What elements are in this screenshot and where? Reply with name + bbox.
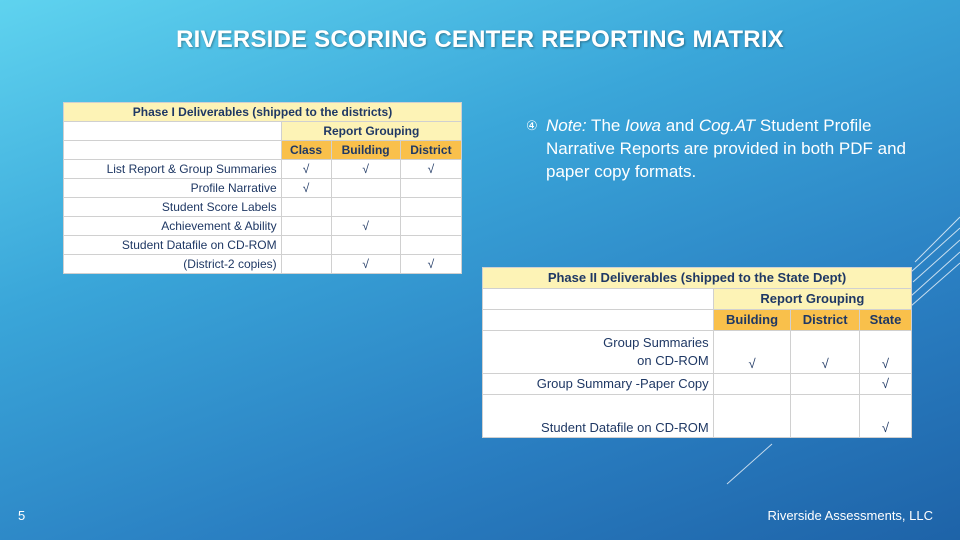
check-mark <box>713 374 791 395</box>
row-label: Student Datafile on CD-ROM <box>483 395 714 438</box>
check-mark: √ <box>859 331 911 374</box>
check-mark <box>400 198 461 217</box>
check-mark: √ <box>859 374 911 395</box>
phase1-table <box>63 102 462 274</box>
phase2-blank-cell <box>483 310 714 331</box>
check-mark <box>791 374 860 395</box>
check-mark <box>400 217 461 236</box>
check-mark: √ <box>859 395 911 438</box>
check-mark <box>400 179 461 198</box>
phase1-col-class: Class <box>281 141 331 160</box>
phase1-group-heading: Report Grouping <box>281 122 461 141</box>
phase2-group-heading: Report Grouping <box>713 289 911 310</box>
phase1-blank-cell <box>64 141 282 160</box>
check-mark <box>400 236 461 255</box>
row-label: List Report & Group Summaries <box>64 160 282 179</box>
note-prefix: Note: <box>546 116 587 135</box>
table-row <box>64 236 462 255</box>
check-mark: √ <box>791 331 860 374</box>
check-mark: √ <box>331 160 400 179</box>
check-mark <box>713 395 791 438</box>
phase2-heading: Phase II Deliverables (shipped to the State Dept) <box>483 268 912 289</box>
check-mark <box>331 236 400 255</box>
phase1-heading: Phase I Deliverables (shipped to the districts) <box>64 103 462 122</box>
row-label: Achievement & Ability <box>64 217 282 236</box>
table-row <box>483 395 912 438</box>
row-label: (District-2 copies) <box>64 255 282 274</box>
phase2-corner-cell <box>483 289 714 310</box>
check-mark: √ <box>400 160 461 179</box>
check-mark <box>791 395 860 438</box>
row-label: Group Summaries on CD-ROM <box>483 331 714 374</box>
note-text: ④ Note: The Iowa and Cog.AT Student Profile Narrative Reports are provided in both PDF and paper copy formats. <box>526 116 907 181</box>
check-mark <box>331 179 400 198</box>
phase2-col-building: Building <box>713 310 791 331</box>
phase2-col-state: State <box>859 310 911 331</box>
check-mark <box>281 255 331 274</box>
phase1-col-district: District <box>400 141 461 160</box>
row-label: Group Summary -Paper Copy <box>483 374 714 395</box>
phase2-col-district: District <box>791 310 860 331</box>
check-mark: √ <box>331 255 400 274</box>
check-mark: √ <box>331 217 400 236</box>
slide-number: 5 <box>18 508 26 523</box>
check-mark: √ <box>713 331 791 374</box>
table-row <box>483 331 912 374</box>
phase1-corner-cell <box>64 122 282 141</box>
row-label: Student Datafile on CD-ROM <box>64 236 282 255</box>
table-row <box>64 255 462 274</box>
check-mark: √ <box>281 160 331 179</box>
page-title: RIVERSIDE SCORING CENTER REPORTING MATRIX <box>176 26 784 53</box>
table-row <box>64 198 462 217</box>
table-row <box>64 217 462 236</box>
footer-text: Riverside Assessments, LLC <box>767 508 933 523</box>
check-mark <box>331 198 400 217</box>
table-row <box>64 179 462 198</box>
check-mark <box>281 236 331 255</box>
row-label: Student Score Labels <box>64 198 282 217</box>
row-label: Profile Narrative <box>64 179 282 198</box>
check-mark <box>281 198 331 217</box>
phase1-col-building: Building <box>331 141 400 160</box>
table-row <box>483 374 912 395</box>
check-mark: √ <box>281 179 331 198</box>
check-mark <box>281 217 331 236</box>
phase2-table <box>482 267 912 438</box>
check-mark: √ <box>400 255 461 274</box>
table-row <box>64 160 462 179</box>
bullet-icon: ④ <box>526 118 538 133</box>
